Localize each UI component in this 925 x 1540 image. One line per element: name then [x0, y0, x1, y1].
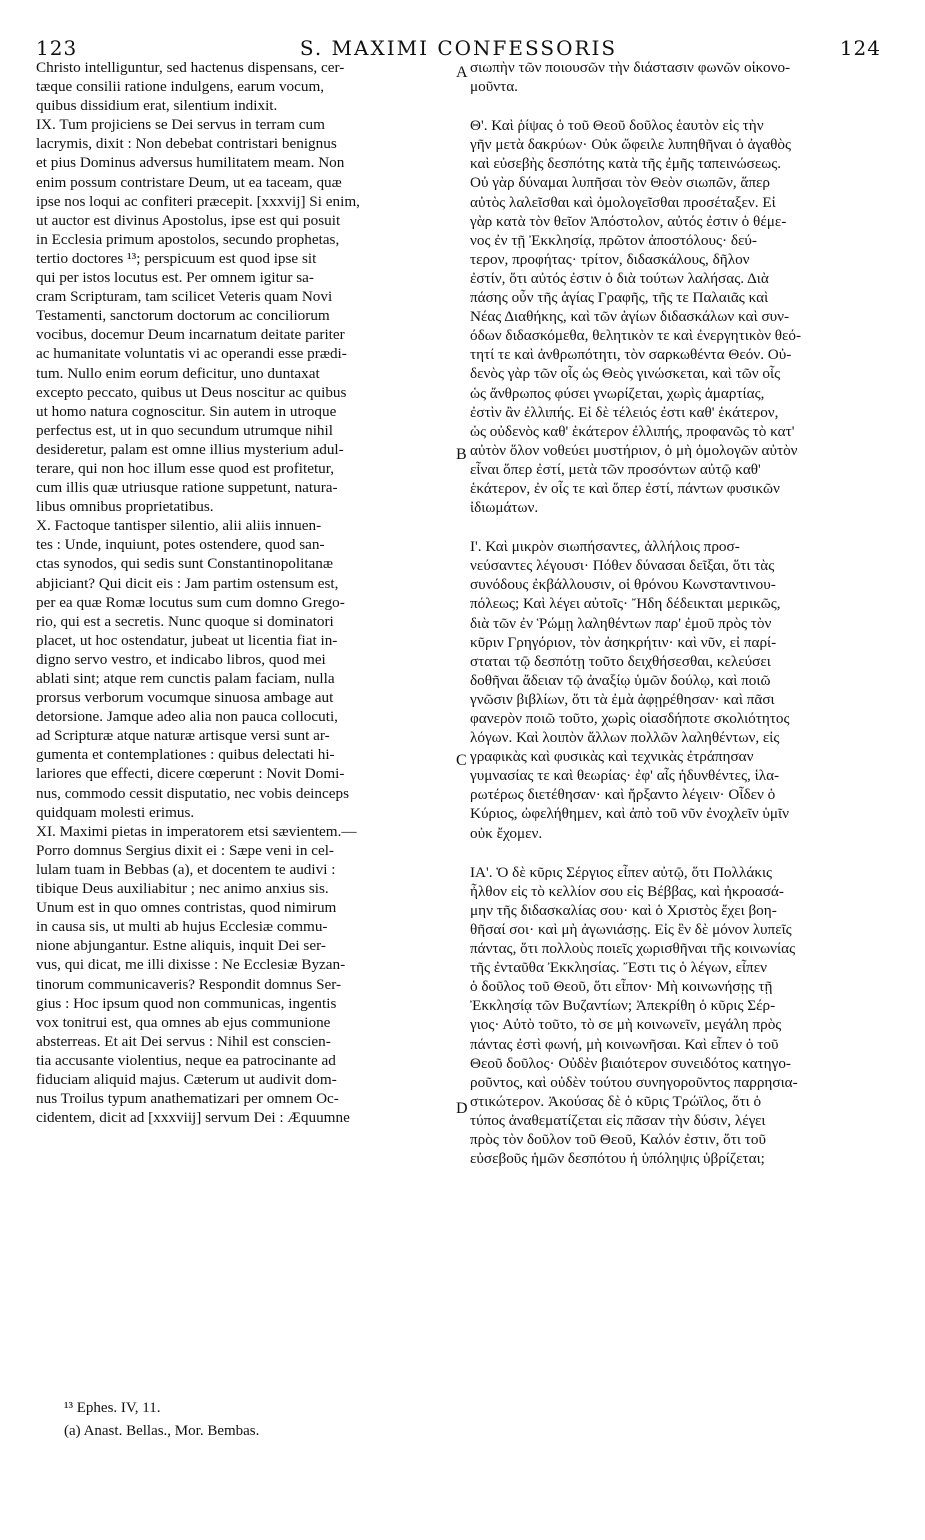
margin-letter-d: D — [456, 1100, 468, 1117]
latin-line: et pius Dominus adversus humilitatem meam. Non — [36, 154, 345, 172]
latin-line: terare, qui non hoc illum esse quod est profitetur, — [36, 459, 335, 477]
greek-line: πρὸς τὸν δοῦλον τοῦ Θεοῦ, Καλόν ἐστιν, ὅτι τοῦ — [470, 1130, 766, 1148]
greek-line: δοθῆναι ἄδειαν τῷ ἀναξίῳ ὑμῶν δούλῳ, καὶ ποιῶ — [470, 671, 771, 689]
latin-line: XI. Maximi pietas in imperatorem etsi sævientem.— — [36, 822, 357, 840]
paragraph-gap — [470, 517, 890, 537]
greek-line: Νέας Διαθήκης, καὶ τῶν ἁγίων διδασκάλων καὶ συν- — [470, 308, 790, 326]
greek-line: λόγων. Καὶ λοιπὸν ἄλλων πολλῶν λαληθέντων, εἰς — [470, 729, 780, 747]
greek-line: γνῶσιν βιβλίων, ὅτι τὰ ἐμὰ ἀφῃρέθησαν· καὶ πᾶσι — [470, 690, 775, 708]
greek-line: τῆς ἐνταῦθα Ἐκκλησίας. Ἔστι τις ὁ λέγων, εἶπεν — [470, 959, 767, 977]
greek-line: ὡς οὐδενὸς καθ' ἑκάτερον ἐλλιπής, προφανῶς τὸ κατ' — [470, 422, 795, 440]
latin-line: Unum est in quo omnes contristas, quod nimirum — [36, 899, 337, 917]
greek-line: ὡς ἄνθρωπος φύσει γνωρίζεται, χωρὶς ἁμαρτίας, — [470, 384, 765, 402]
greek-line: κῦριν Γρηγόριον, τὸν ἀσηκρήτιν· καὶ νῦν, εἰ παρί- — [470, 633, 777, 651]
greek-line: Οὐ γὰρ δύναμαι λυπῆσαι τὸν Θεὸν σιωπῶν, ἅπερ — [470, 174, 770, 192]
latin-line: excepto peccato, quibus ut Deus noscitur ac quibus — [36, 383, 347, 401]
latin-line: placet, ut hoc ostendatur, jubeat ut licentia fiat in- — [36, 631, 338, 649]
greek-line: σταται τῷ δεσπότῃ τοῦτο δειχθήσεσθαι, κελεύσει — [470, 652, 771, 670]
latin-line: perfectus est, ut in quo secundum utrumque nihil — [36, 421, 333, 439]
latin-line: per ea quæ Romæ locutus sum cum domno Grego- — [36, 593, 345, 611]
latin-line: ac humanitate voluntatis vi ac operandi esse prædi- — [36, 345, 347, 363]
latin-line: tia accusante violentius, neque ea patrocinante ad — [36, 1051, 336, 1069]
margin-letter-c: C — [456, 752, 467, 769]
latin-line: tum. Nullo enim eorum deficitur, uno duntaxat — [36, 364, 320, 382]
greek-line: μοῦντα. — [470, 78, 518, 96]
greek-line: γὰρ κατὰ τὸν θεῖον Ἀπόστολον, αὐτός ἐστιν ὁ θέμε- — [470, 212, 787, 230]
paragraph-gap — [470, 843, 890, 863]
greek-line: ἐστὶν ἂν ἐλλιπής. Εἰ δὲ τέλειός ἐστι καθ' ἑκάτερον, — [470, 403, 779, 421]
greek-line: νεύσαντες λέγουσι· Πόθεν δύνασαι δεῖξαι, ὅτι τὰς — [470, 557, 775, 575]
greek-line: καὶ εὐσεβὴς δεσπότης κατὰ τῆς ἐμῆς ταπεινώσεως. — [470, 155, 782, 173]
greek-line: εὐσεβοῦς ἡμῶν δεσπότου ἡ ὑπόληψις ὑβρίζεται; — [470, 1150, 765, 1168]
greek-line: διὰ τῶν ἐν Ῥώμῃ λαληθέντων παρ' ἐμοῦ πρὸς τὸν — [470, 614, 772, 632]
latin-line: ablati sint; atque rem cunctis palam faciam, nulla — [36, 670, 335, 687]
greek-line: Ι'. Καὶ μικρὸν σιωπήσαντες, ἀλλήλοις προσ- — [470, 538, 740, 556]
latin-line: nus, commodo cessit disputatio, nec vobis deinceps — [36, 784, 349, 802]
greek-line: ὁ δοῦλος τοῦ Θεοῦ, ὅτι εἶπον· Μὴ κοινωνήσῃς τῇ — [470, 978, 773, 996]
greek-line: ΙΑ'. Ὁ δὲ κῦρις Σέργιος εἶπεν αὐτῷ, ὅτι Πολλάκις — [470, 863, 773, 881]
greek-line: δενὸς γὰρ τῶν οἷς ὡς Θεὸς γινώσκεται, καὶ τῶν οἷς — [470, 365, 781, 383]
margin-letter-a: A — [456, 64, 468, 81]
greek-line: όδων διδασκόμεθα, θελητικὸν τε καὶ ἐνεργητικὸν θεό- — [470, 327, 802, 345]
latin-line: nus Troilus typum anathematizari per omnem Oc- — [36, 1090, 339, 1108]
greek-line: γῆν μετὰ δακρύων· Οὐκ ὤφειλε λυπηθῆναι ὁ ἀγαθὸς — [470, 136, 792, 154]
greek-line: τύπος ἀναθεματίζεται εἰς πᾶσαν τὴν δύσιν, λέγει — [470, 1111, 766, 1129]
greek-line: εἶναι ὅπερ ἐστί, μετὰ τῶν προσόντων αὐτῷ καθ' — [470, 460, 761, 478]
latin-line: vox tonitrui est, qua omnes ab ejus communione — [36, 1013, 331, 1031]
latin-line: gumenta et contemplationes : quibus delectati hi- — [36, 746, 335, 764]
latin-line: lacrymis, dixit : Non debebat contristari benignus — [36, 135, 337, 153]
latin-line: enim possum contristare Deum, ut ea taceam, quæ — [36, 173, 342, 191]
latin-line: digno servo vestro, et indicabo libros, quod mei — [36, 650, 326, 668]
latin-line: cum illis quæ utriusque ratione suppetunt, natura- — [36, 479, 338, 497]
latin-line: cram Scripturam, tam scilicet Veteris quam Novi — [36, 288, 333, 306]
greek-line: ἰδιωμάτων. — [470, 499, 539, 517]
latin-line: quibus dissidium erat, silentium indixit. — [36, 97, 278, 115]
latin-line: in causa sis, ut multi ab hujus Ecclesiæ commu- — [36, 918, 328, 936]
latin-line: vus, qui dicat, me illi dixisse : Ne Ecclesiæ Byzan- — [36, 956, 346, 974]
greek-line: συνόδους ἐκβάλλουσιν, οἱ θρόνου Κωνσταντινου- — [470, 576, 776, 594]
footnote-13: ¹³ Ephes. IV, 11. — [64, 1400, 161, 1416]
greek-line: Κύριος, ὠφελήθημεν, καὶ ἀπὸ τοῦ νῦν ἐνοχλεῖν ὑμῖν — [470, 805, 789, 823]
page-number-right: 124 — [839, 36, 881, 60]
greek-line: σιωπὴν τῶν ποιουσῶν τὴν διάστασιν φωνῶν οἰκονο- — [470, 59, 791, 76]
latin-line: cidentem, dicit ad [xxxviij] servum Dei : Æquumne — [36, 1109, 350, 1127]
greek-line: ἦλθον εἰς τὸ κελλίον σου εἰς Βέββας, καὶ ἠκροασά- — [470, 882, 784, 900]
greek-line: γραφικὰς καὶ φυσικὰς καὶ τεχνικὰς ἐτράπησαν — [470, 748, 754, 766]
greek-line: Ἐκκλησίᾳ τῶν Βυζαντίων; Ἀπεκρίθη ὁ κῦρις Σέρ- — [470, 997, 776, 1015]
greek-line: ρωτέρως διετέθησαν· καὶ ἤρξαντο λέγειν· Οἶδεν ὁ — [470, 786, 776, 804]
latin-line: ctas synodos, qui sedis sunt Constantinopolitanæ — [36, 555, 334, 573]
latin-line: tibique Deus auxiliabitur ; nec animo anxius sis. — [36, 880, 329, 898]
latin-column — [36, 58, 454, 1127]
greek-line: γιος· Αὐτὸ τοῦτο, τὸ σε μὴ κοινωνεῖν, μεγάλη πρὸς — [470, 1016, 782, 1034]
greek-line: πόλεως; Καὶ λέγει αὐτοῖς· Ἤδη δέδεικται μερικῶς, — [470, 595, 781, 613]
latin-line: tinorum communicaveris? Respondit domnus Ser- — [36, 975, 342, 993]
greek-line: οὐκ ἔχομεν. — [470, 824, 543, 842]
greek-line: ροῦντος, καὶ οὐδὲν τούτου συνηγοροῦντος παρρησια- — [470, 1073, 798, 1091]
latin-line: IX. Tum projiciens se Dei servus in terram cum — [36, 116, 325, 134]
greek-line: Θεοῦ δοῦλος· Οὐδὲν βιαιότερον συνειδότος κατηγο- — [470, 1054, 791, 1072]
latin-line: lulam tuam in Bebbas (a), et docentem te audivi : — [36, 860, 336, 878]
latin-line: quidquam molesti erimus. — [36, 803, 195, 821]
latin-line: gius : Hoc ipsum quod non communicas, ingentis — [36, 994, 337, 1012]
latin-line: prorsus verborum vocumque sinuosa ambage aut — [36, 689, 334, 707]
footnotes — [64, 1397, 259, 1443]
greek-line: πάντας, ὅτι πολλοὺς ποιεῖς χωρισθῆναι τῆς κοινωνίας — [470, 940, 796, 958]
footnote-a: (a) Anast. Bellas., Mor. Bembas. — [64, 1423, 260, 1439]
latin-line: ut auctor est divinus Apostolus, ipse est qui posuit — [36, 211, 341, 229]
greek-line: τητί τε καὶ ἀνθρωπότητι, τὸν σαρκωθέντα Θεόν. Οὐ- — [470, 346, 792, 364]
greek-line: πάσης οὖν τῆς ἁγίας Γραφῆς, τῆς τε Παλαιᾶς καὶ — [470, 289, 769, 307]
latin-line: ad Scripturæ atque naturæ artisque versi sunt ar- — [36, 727, 330, 745]
greek-line: νος ἐν τῇ Ἐκκλησίᾳ, πρῶτον ἀποστόλους· δεύ- — [470, 231, 757, 249]
margin-letter-b: B — [456, 446, 467, 463]
latin-line: tæque consilii ratione indulgens, earum vocum, — [36, 78, 325, 96]
latin-line: Porro domnus Sergius dixit ei : Sæpe veni in cel- — [36, 841, 334, 859]
latin-line: detorsione. Jamque adeo alia non pauca collocuti, — [36, 708, 338, 726]
latin-line: rio, qui est a secretis. Nunc quoque si dominatori — [36, 612, 334, 630]
running-title: S. MAXIMI CONFESSORIS — [299, 36, 618, 60]
latin-line: vocibus, docemur Deum incarnatum deitate pariter — [36, 326, 345, 344]
greek-line: αὐτὸν ὅλον νοθεύει μυστήριον, ὁ μὴ ὁμολογῶν αὐτὸν — [470, 441, 798, 459]
latin-line: abjiciant? Qui dicit eis : Jam partim ostensum est, — [36, 574, 339, 592]
greek-line: πάντας ἐστὶ φωνή, μὴ κοινωνῆσαι. Καὶ εἶπεν ὁ τοῦ — [470, 1035, 779, 1053]
greek-line: γυμνασίας τε καὶ θεωρίας· ἐφ' αἷς ἡδυνθέντες, ἱλα- — [470, 767, 780, 785]
latin-line: nione abjungantur. Estne aliquis, inquit Dei ser- — [36, 937, 326, 955]
latin-line: qui per istos locutus est. Per omnem igitur sa- — [36, 269, 314, 287]
greek-line: ἐστίν, ὅτι αὐτός ἐστιν ὁ διὰ τούτων λαλήσας. Διὰ — [470, 269, 769, 287]
latin-line: tertio doctores ¹³; perspicuum est quod ipse sit — [36, 249, 317, 267]
latin-line: desideretur, palam est omne illius mysterium adul- — [36, 440, 344, 458]
latin-line: ipse nos loqui ac confiteri præcepit. [xxxvij] Si enim, — [36, 192, 360, 210]
latin-line: Testamenti, sanctorum doctorum ac conciliorum — [36, 307, 330, 325]
latin-line: Christo intelliguntur, sed hactenus dispensans, cer- — [36, 59, 345, 76]
greek-line: στικώτερον. Ἀκούσας δὲ ὁ κῦρις Τρώϊλος, ὅτι ὁ — [470, 1092, 762, 1110]
latin-line: libus omnibus proprietatibus. — [36, 498, 214, 516]
latin-line: in Ecclesia primum apostolos, secundo prophetas, — [36, 230, 340, 248]
latin-line: ut homo natura cognoscitur. Sin autem in utroque — [36, 402, 337, 420]
latin-line: X. Factoque tantisper silentio, alii aliis innuen- — [36, 517, 322, 535]
greek-line: αὐτὸς λαλεῖσθαι καὶ ὁμολογεῖσθαι προσέταξεν. Εἰ — [470, 193, 776, 211]
greek-line: μην τῆς διδασκαλίας σου· καὶ ὁ Χριστὸς ἔχει βοη- — [470, 901, 777, 919]
paragraph-gap — [470, 96, 890, 116]
greek-line: φανερὸν ποιῶ τοῦτο, χωρὶς οἱασδήποτε σκολιότητος — [470, 710, 790, 727]
greek-column — [470, 58, 890, 1168]
greek-line: θῆσαί σοι· καὶ μὴ ἀγωνιάσῃς. Εἰς ἓν δὲ μόνον λυπεῖς — [470, 920, 792, 938]
greek-line: τερον, προφήτας· τρίτον, διδασκάλους, δῆλον — [470, 250, 750, 268]
latin-line: fiduciam aliquid majus. Cæterum ut audivit dom- — [36, 1070, 337, 1088]
latin-line: absterreas. Et ait Dei servus : Nihil est conscien- — [36, 1032, 331, 1050]
latin-line: lariores que effecti, dicere cœperunt : Novit Domi- — [36, 765, 345, 783]
greek-line: ἑκάτερον, ἐν οἷς τε καὶ ὅπερ ἐστί, πάντων φυσικῶν — [470, 479, 780, 497]
page-number-left: 123 — [36, 36, 78, 60]
greek-line: Θ'. Καὶ ῥίψας ὁ τοῦ Θεοῦ δοῦλος ἑαυτὸν εἰς τὴν — [470, 117, 764, 135]
latin-line: tes : Unde, inquiunt, potes ostendere, quod san- — [36, 536, 325, 554]
